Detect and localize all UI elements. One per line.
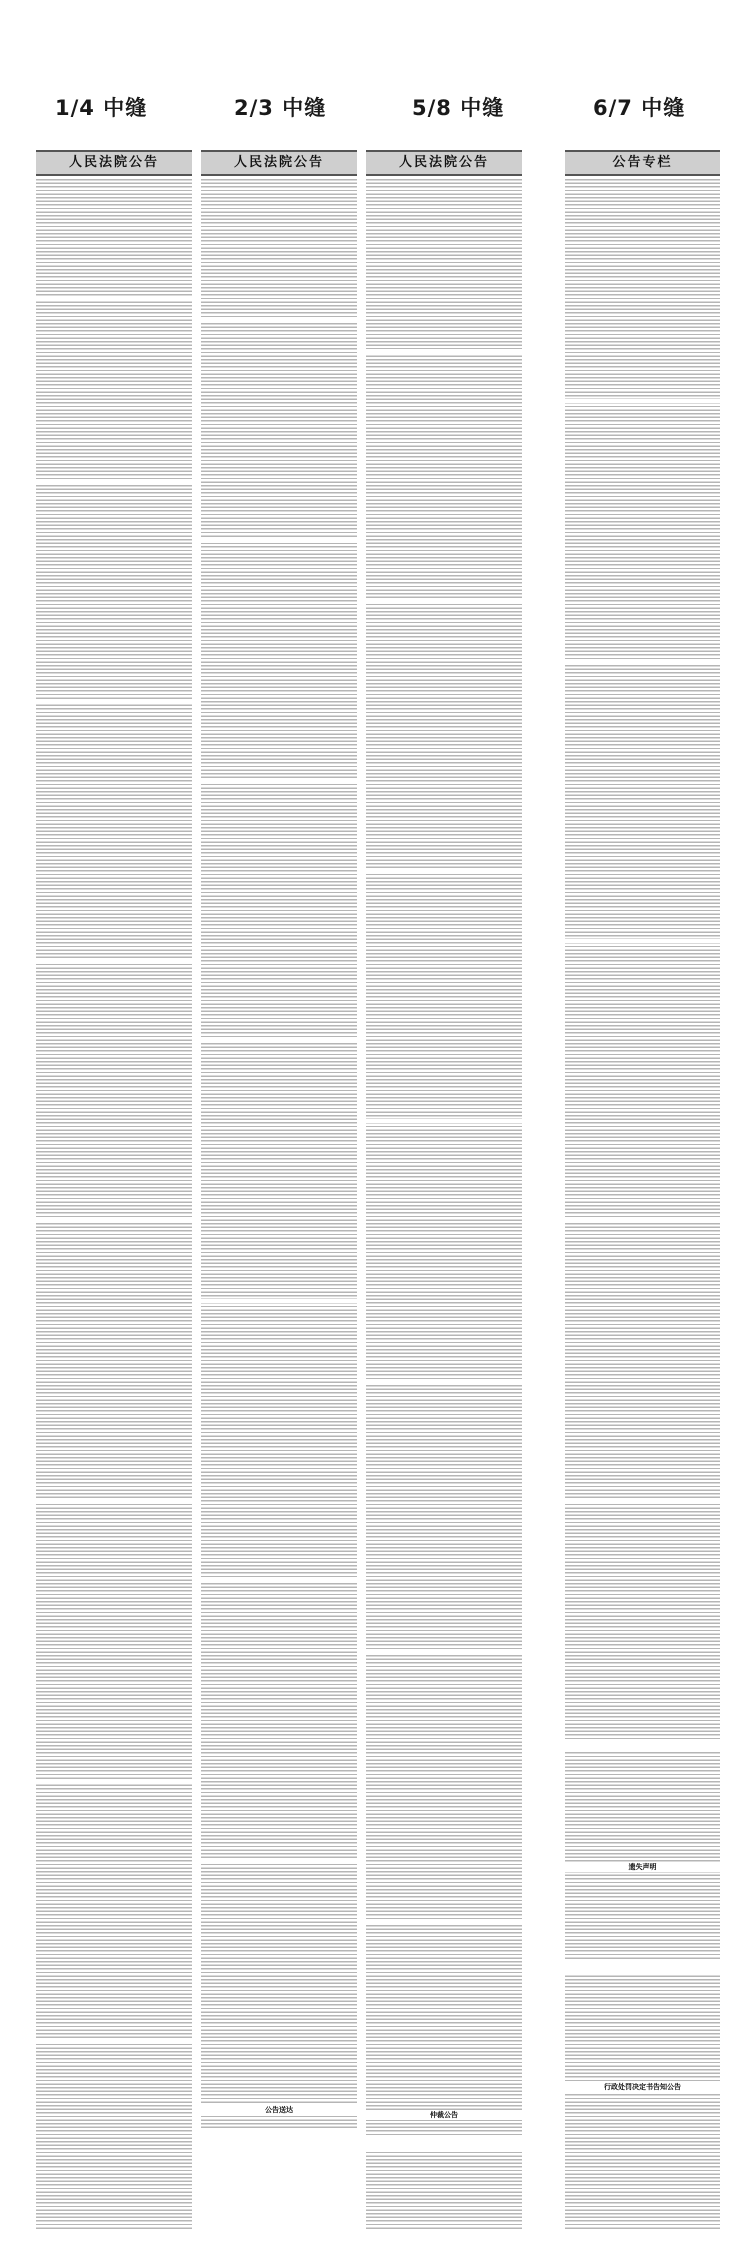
notice-column	[565, 150, 720, 2240]
column-footer-title: 仲裁公告	[366, 2110, 522, 2120]
fold-label: 6/7 中缝	[593, 96, 686, 120]
fold-label: 5/8 中缝	[412, 96, 505, 120]
column-footer-title: 公告送达	[201, 2105, 357, 2115]
notice-column	[366, 150, 522, 2240]
column-body-text	[36, 179, 192, 2229]
section-title: 行政处罚决定书告知公告	[565, 2082, 720, 2092]
column-header: 公告专栏	[565, 150, 720, 176]
fold-labels	[0, 92, 744, 132]
column-header: 人民法院公告	[366, 150, 522, 176]
column-header: 人民法院公告	[36, 150, 192, 176]
notice-column	[201, 150, 357, 2240]
column-body-text	[366, 179, 522, 2229]
column-header: 人民法院公告	[201, 150, 357, 176]
column-body-text	[565, 179, 720, 2229]
fold-label: 1/4 中缝	[55, 96, 148, 120]
section-title: 遗失声明	[565, 1862, 720, 1872]
column-body-text	[201, 179, 357, 2229]
fold-label: 2/3 中缝	[234, 96, 327, 120]
notice-column	[36, 150, 192, 2240]
